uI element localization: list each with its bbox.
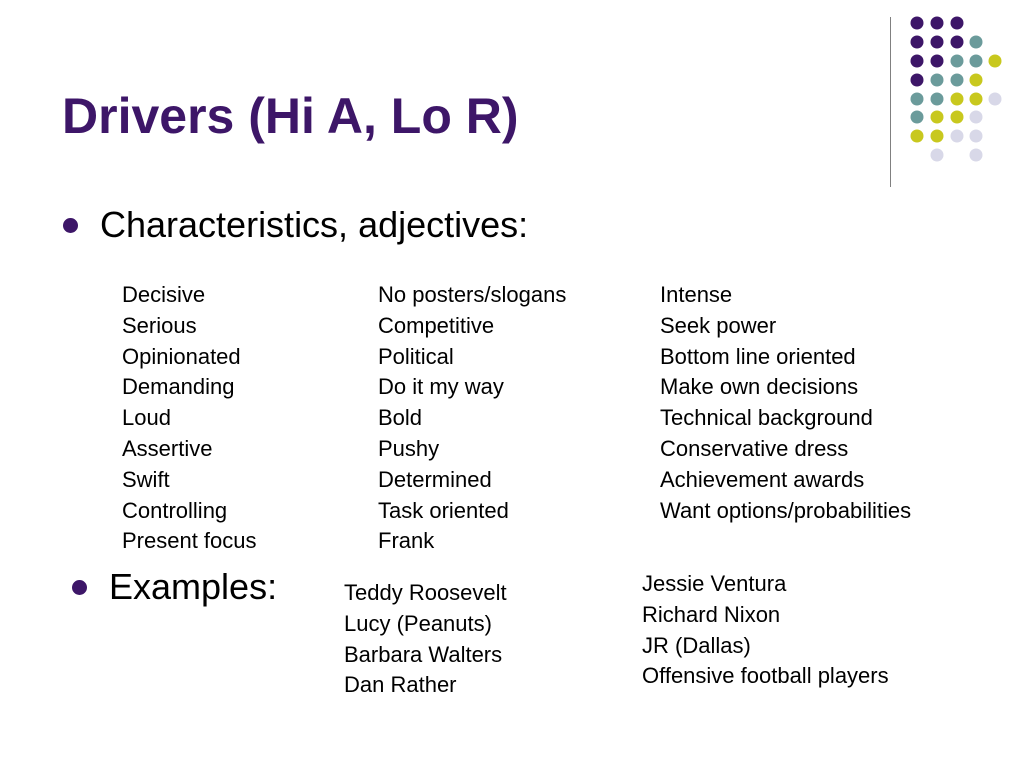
bullet-examples-label: Examples: <box>109 566 278 607</box>
adjective-column-2 <box>378 280 566 557</box>
adjective-item: Assertive <box>122 435 213 461</box>
adjective-item: Do it my way <box>378 374 504 400</box>
adjective-item: Swift <box>122 466 170 492</box>
example-column-2 <box>642 569 889 692</box>
adjective-item: Political <box>378 343 454 369</box>
adjective-item: Seek power <box>660 312 777 338</box>
adjective-item: Controlling <box>122 497 228 523</box>
adjective-column-1 <box>122 280 257 557</box>
adjective-item: Competitive <box>378 312 495 338</box>
adjective-item: Achievement awards <box>660 466 865 492</box>
adjective-item: Make own decisions <box>660 374 859 400</box>
adjective-item: Decisive <box>122 282 206 307</box>
adjective-item: Intense <box>660 282 733 307</box>
decorative-dot-grid <box>0 0 1024 170</box>
adjective-item: Bottom line oriented <box>660 343 856 369</box>
adjective-item: Task oriented <box>378 497 509 523</box>
adjective-item: Want options/probabilities <box>660 497 912 523</box>
adjective-item: Serious <box>122 312 197 338</box>
example-item: Lucy (Peanuts) <box>344 610 492 636</box>
adjective-item: Conservative dress <box>660 435 849 461</box>
adjective-item: Bold <box>378 405 423 431</box>
bullet-dot-icon <box>72 580 87 595</box>
example-item: Offensive football players <box>642 663 889 689</box>
adjective-item: Determined <box>378 466 492 492</box>
adjective-item: Technical background <box>660 405 873 431</box>
bullet-examples <box>72 566 278 607</box>
adjective-item: Frank <box>378 528 435 554</box>
bullet-dot-icon <box>63 218 78 233</box>
adjective-item: Loud <box>122 405 171 431</box>
adjective-item: Present focus <box>122 528 257 554</box>
bullet-characteristics <box>63 204 529 245</box>
bullet-characteristics-label: Characteristics, adjectives: <box>100 204 529 245</box>
adjective-column-3 <box>660 280 911 526</box>
adjective-item: Demanding <box>122 374 235 400</box>
example-item: Barbara Walters <box>344 641 503 667</box>
adjective-item: Pushy <box>378 435 440 461</box>
example-column-1 <box>344 578 507 701</box>
example-item: Jessie Ventura <box>642 571 787 596</box>
slide-title: Drivers (Hi A, Lo R) <box>62 88 519 144</box>
adjective-item: No posters/slogans <box>378 282 567 307</box>
example-item: Richard Nixon <box>642 601 781 627</box>
example-item: JR (Dallas) <box>642 632 751 658</box>
example-item: Dan Rather <box>344 672 457 698</box>
adjective-item: Opinionated <box>122 343 241 369</box>
example-item: Teddy Roosevelt <box>344 580 507 605</box>
